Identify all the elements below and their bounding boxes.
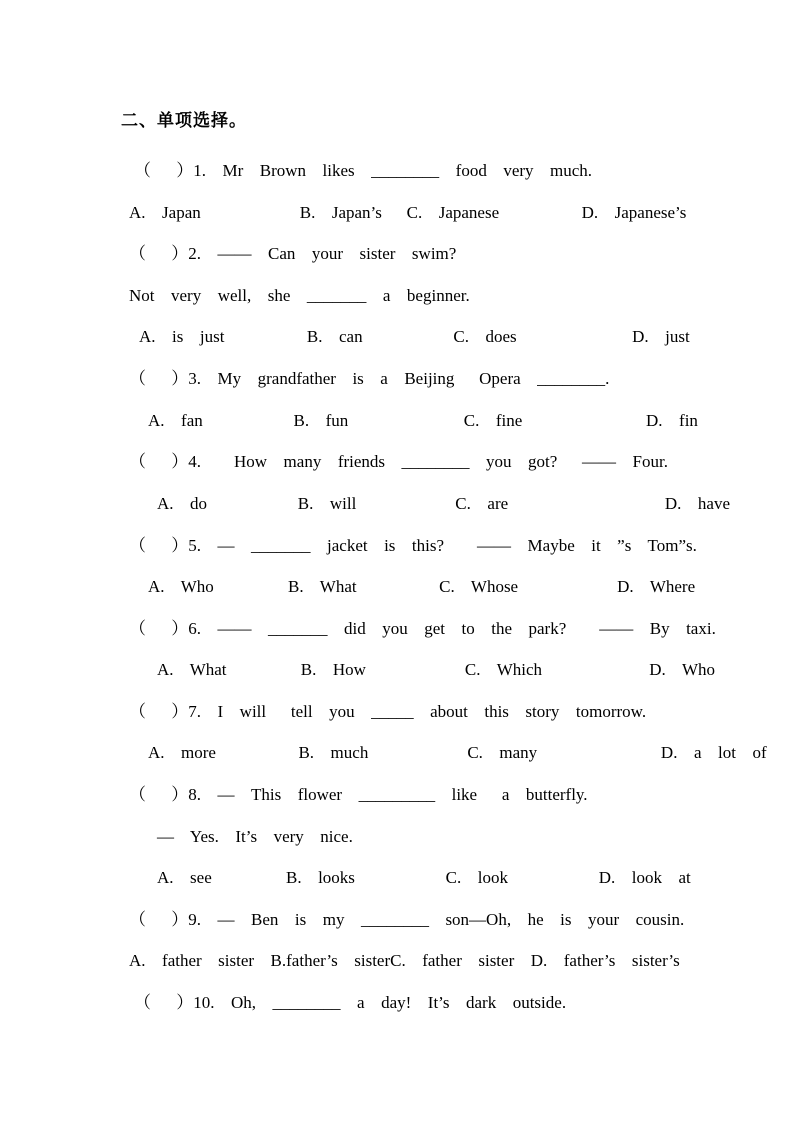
question-6: （ ）6. —— _______ did you get to the park? —— By taxi. (129, 619, 716, 638)
question-1: （ ）1. Mr Brown likes ________ food very much. (134, 161, 593, 180)
question-7: （ ）7. I will tell you _____ about this story tomorrow. (129, 702, 647, 721)
question-9: （ ）9. — Ben is my ________ son—Oh, he is your cousin. (129, 910, 685, 929)
question-2-response: Not very well, she _______ a beginner. (129, 286, 470, 305)
question-2: （ ）2. —— Can your sister swim? (129, 244, 457, 263)
question-5: （ ）5. — _______ jacket is this? —— Maybe it ”s Tom”s. (129, 536, 697, 555)
question-10: （ ）10. Oh, ________ a day! It’s dark outside. (134, 993, 567, 1012)
question-8: （ ）8. — This flower _________ like a butterfly. (129, 785, 588, 804)
question-8-options: A. see B. looks C. look D. look at (157, 868, 691, 887)
question-4: （ ）4. How many friends ________ you got? —— Four. (129, 452, 668, 471)
question-2-options: A. is just B. can C. does D. just (139, 327, 690, 346)
question-7-options: A. more B. much C. many D. a lot of (148, 743, 767, 762)
question-5-options: A. Who B. What C. Whose D. Where (148, 577, 696, 596)
section-title: 二、单项选择。 (121, 111, 247, 131)
question-3: （ ）3. My grandfather is a Beijing Opera ________. (129, 369, 610, 388)
question-9-options: A. father sister B.father’s sisterC. father sister D. father’s sister’s (129, 951, 680, 970)
question-6-options: A. What B. How C. Which D. Who (157, 660, 716, 679)
question-3-options: A. fan B. fun C. fine D. fin (148, 411, 698, 430)
question-8-response: — Yes. It’s very nice. (157, 827, 353, 846)
question-1-options: A. Japan B. Japan’s C. Japanese D. Japanese’s (129, 203, 687, 222)
question-4-options: A. do B. will C. are D. have (157, 494, 731, 513)
